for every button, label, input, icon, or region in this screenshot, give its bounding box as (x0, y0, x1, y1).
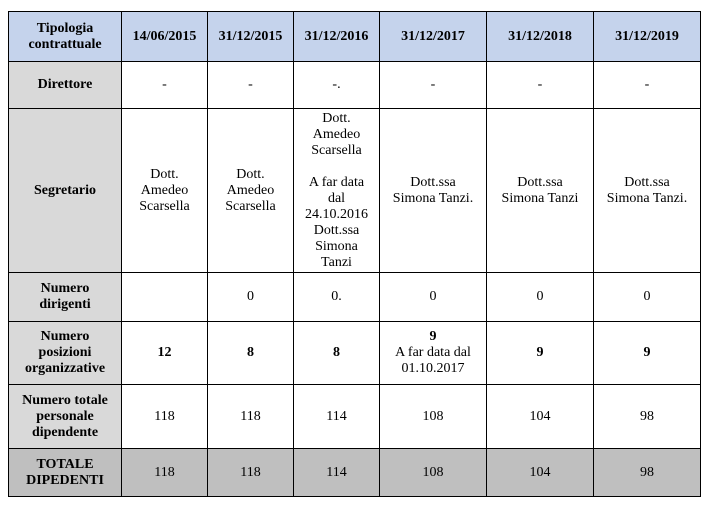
cell-direttore-1: - (208, 62, 294, 109)
label-personale: Numero totale personale dipendente (9, 385, 122, 449)
cell-dirigenti-1: 0 (208, 273, 294, 322)
staff-table (8, 11, 701, 497)
label-segretario: Segretario (9, 109, 122, 273)
header-date-2015-06: 14/06/2015 (122, 12, 208, 62)
label-posizioni: Numero posizioni organizzative (9, 322, 122, 385)
cell-dirigenti-2: 0. (294, 273, 380, 322)
row-segretario (9, 109, 701, 273)
cell-segretario-1: Dott. Amedeo Scarsella (208, 109, 294, 273)
cell-personale-4: 104 (487, 385, 594, 449)
header-date-2015: 31/12/2015 (208, 12, 294, 62)
row-direttore (9, 62, 701, 109)
cell-posizioni-4: 9 (487, 322, 594, 385)
cell-personale-0: 118 (122, 385, 208, 449)
cell-totale-4: 104 (487, 449, 594, 497)
row-totale (9, 449, 701, 497)
cell-totale-5: 98 (594, 449, 701, 497)
header-row (9, 12, 701, 62)
cell-dirigenti-0 (122, 273, 208, 322)
cell-dirigenti-3: 0 (380, 273, 487, 322)
cell-posizioni-2: 8 (294, 322, 380, 385)
posizioni-2017-value: 9 (429, 329, 437, 344)
cell-dirigenti-4: 0 (487, 273, 594, 322)
header-date-2016: 31/12/2016 (294, 12, 380, 62)
header-date-2017: 31/12/2017 (380, 12, 487, 62)
cell-segretario-2: Dott. Amedeo Scarsella A far data dal 24.10.2016 Dott.ssa Simona Tanzi (294, 109, 380, 273)
header-date-2019: 31/12/2019 (594, 12, 701, 62)
cell-totale-0: 118 (122, 449, 208, 497)
row-personale (9, 385, 701, 449)
cell-direttore-3: - (380, 62, 487, 109)
posizioni-2017-note: A far data dal 01.10.2017 (395, 345, 471, 376)
cell-direttore-2: -. (294, 62, 380, 109)
row-posizioni (9, 322, 701, 385)
cell-totale-2: 114 (294, 449, 380, 497)
cell-direttore-0: - (122, 62, 208, 109)
cell-totale-3: 108 (380, 449, 487, 497)
cell-direttore-4: - (487, 62, 594, 109)
cell-posizioni-1: 8 (208, 322, 294, 385)
label-totale: TOTALE DIPEDENTI (9, 449, 122, 497)
cell-dirigenti-5: 0 (594, 273, 701, 322)
cell-posizioni-3 (380, 322, 487, 385)
header-tipologia: Tipologia contrattuale (9, 12, 122, 62)
cell-segretario-5: Dott.ssa Simona Tanzi. (594, 109, 701, 273)
row-dirigenti (9, 273, 701, 322)
cell-segretario-0: Dott. Amedeo Scarsella (122, 109, 208, 273)
cell-personale-2: 114 (294, 385, 380, 449)
cell-personale-1: 118 (208, 385, 294, 449)
header-date-2018: 31/12/2018 (487, 12, 594, 62)
cell-totale-1: 118 (208, 449, 294, 497)
cell-posizioni-5: 9 (594, 322, 701, 385)
cell-segretario-4: Dott.ssa Simona Tanzi (487, 109, 594, 273)
label-dirigenti: Numero dirigenti (9, 273, 122, 322)
cell-personale-3: 108 (380, 385, 487, 449)
cell-posizioni-0: 12 (122, 322, 208, 385)
cell-personale-5: 98 (594, 385, 701, 449)
cell-segretario-3: Dott.ssa Simona Tanzi. (380, 109, 487, 273)
label-direttore: Direttore (9, 62, 122, 109)
cell-direttore-5: - (594, 62, 701, 109)
